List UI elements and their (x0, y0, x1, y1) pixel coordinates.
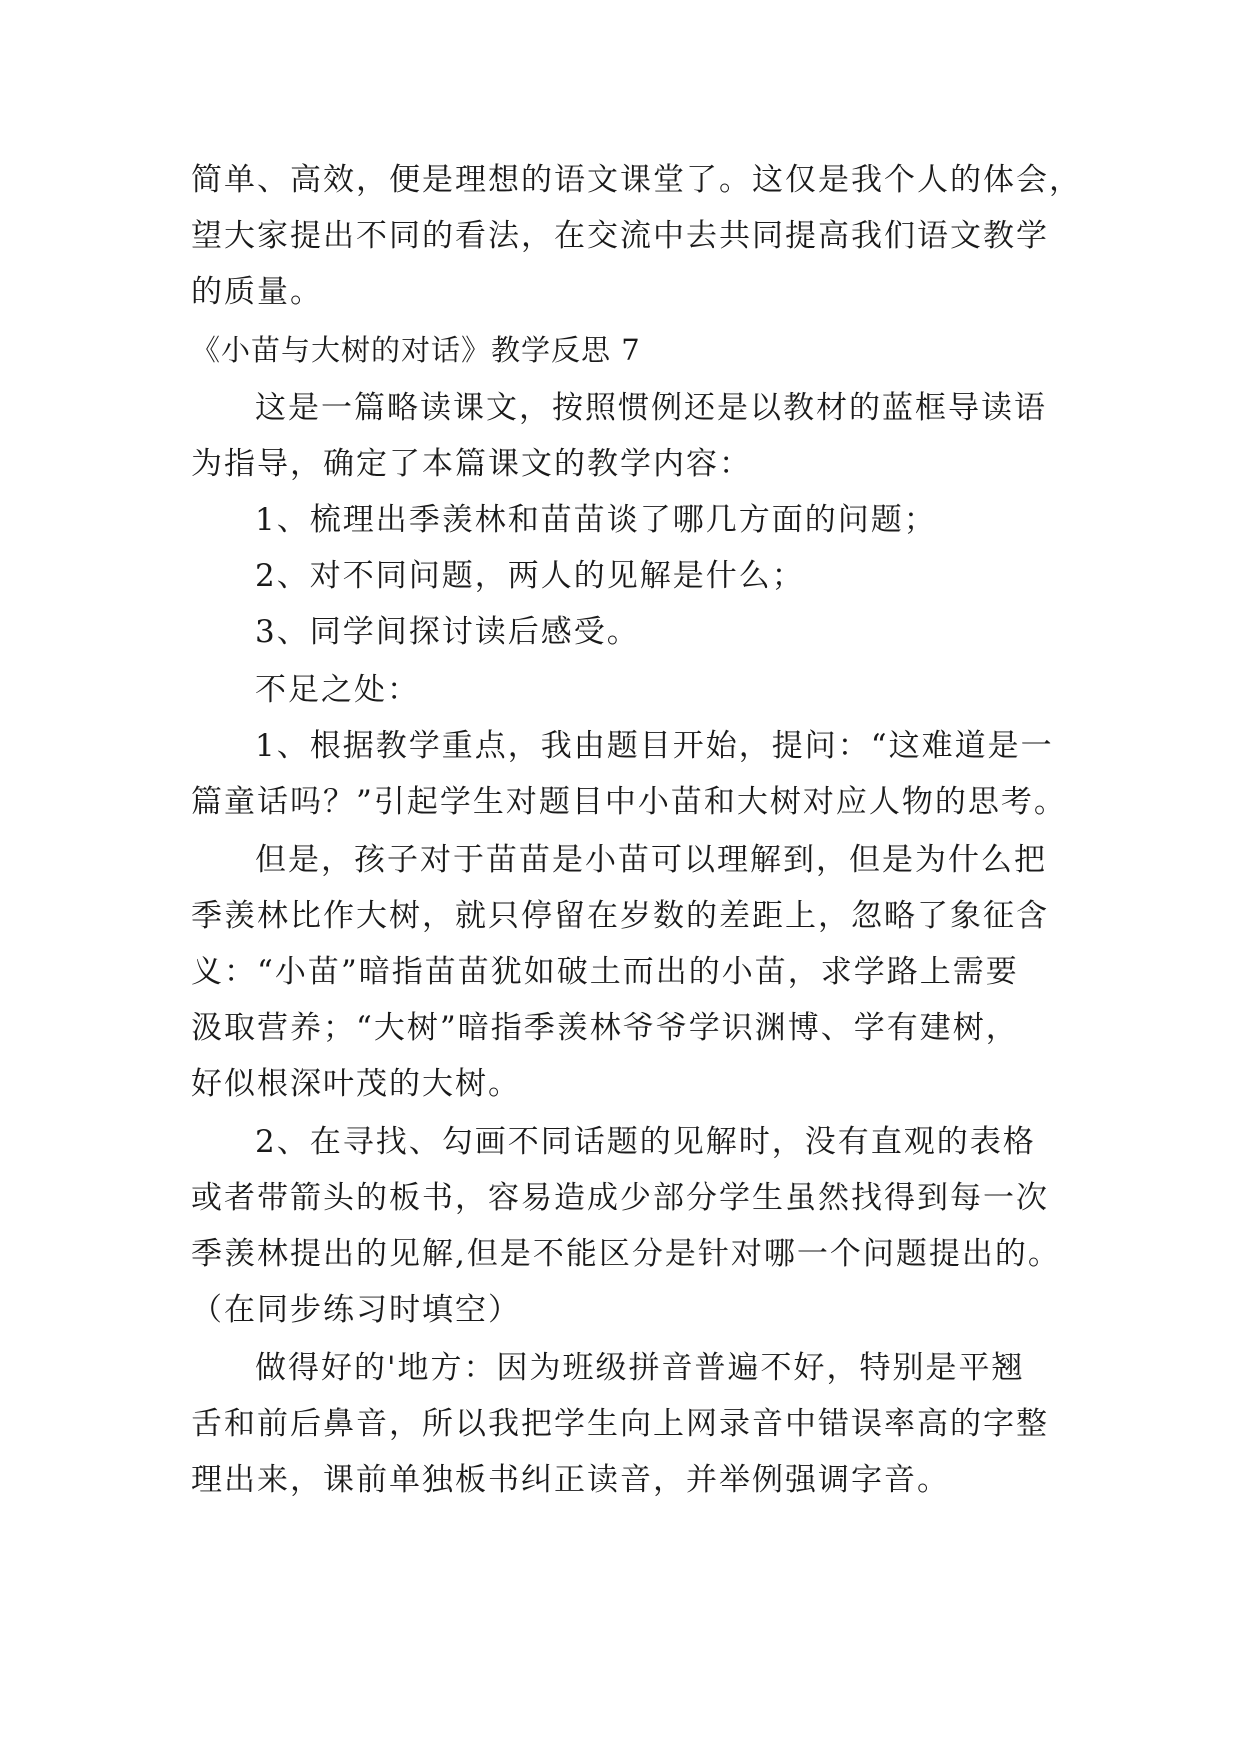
text-line: 义：“小苗”暗指苗苗犹如破土而出的小苗，求学路上需要 (191, 954, 1019, 990)
text-line: 或者带箭头的板书，容易造成少部分学生虽然找得到每一次 (191, 1180, 1049, 1216)
text-line: 好似根深叶茂的大树。 (191, 1066, 521, 1102)
text-line: 为指导，确定了本篇课文的教学内容： (191, 446, 752, 482)
text-line: 理出来，课前单独板书纠正读音，并举例强调字音。 (191, 1462, 950, 1498)
text-line: 季羡林比作大树，就只停留在岁数的差距上，忽略了象征含 (191, 898, 1049, 934)
text-line: 2、在寻找、勾画不同话题的见解时，没有直观的表格 (255, 1124, 1036, 1160)
text-line: 做得好的'地方：因为班级拼音普遍不好，特别是平翘 (255, 1350, 1025, 1386)
text-line: （在同步练习时填空） (191, 1292, 521, 1328)
section-heading: 《小苗与大树的对话》教学反思 7 (191, 333, 641, 367)
text-line: 1、根据教学重点，我由题目开始，提问：“这难道是一 (255, 728, 1054, 764)
list-item: 2、对不同问题，两人的见解是什么； (255, 558, 805, 594)
text-line: 这是一篇略读课文，按照惯例还是以教材的蓝框导读语 (255, 390, 1047, 426)
text-line: 季羡林提出的见解,但是不能区分是针对哪一个问题提出的。 (191, 1236, 1061, 1272)
text-line: 但是，孩子对于苗苗是小苗可以理解到，但是为什么把 (255, 842, 1047, 878)
text-line: 汲取营养；“大树”暗指季羡林爷爷学识渊博、学有建树， (191, 1010, 1019, 1046)
text-line: 舌和前后鼻音，所以我把学生向上网录音中错误率高的字整 (191, 1406, 1049, 1442)
text-line: 篇童话吗？”引起学生对题目中小苗和大树对应人物的思考。 (191, 784, 1067, 820)
text-line: 的质量。 (191, 274, 323, 310)
list-item: 3、同学间探讨读后感受。 (255, 614, 640, 650)
text-line: 望大家提出不同的看法，在交流中去共同提高我们语文教学 (191, 218, 1049, 254)
subheading: 不足之处： (255, 672, 420, 708)
list-item: 1、梳理出季羡林和苗苗谈了哪几方面的问题； (255, 502, 937, 538)
text-line: 简单、高效，便是理想的语文课堂了。这仅是我个人的体会， (191, 162, 1082, 198)
